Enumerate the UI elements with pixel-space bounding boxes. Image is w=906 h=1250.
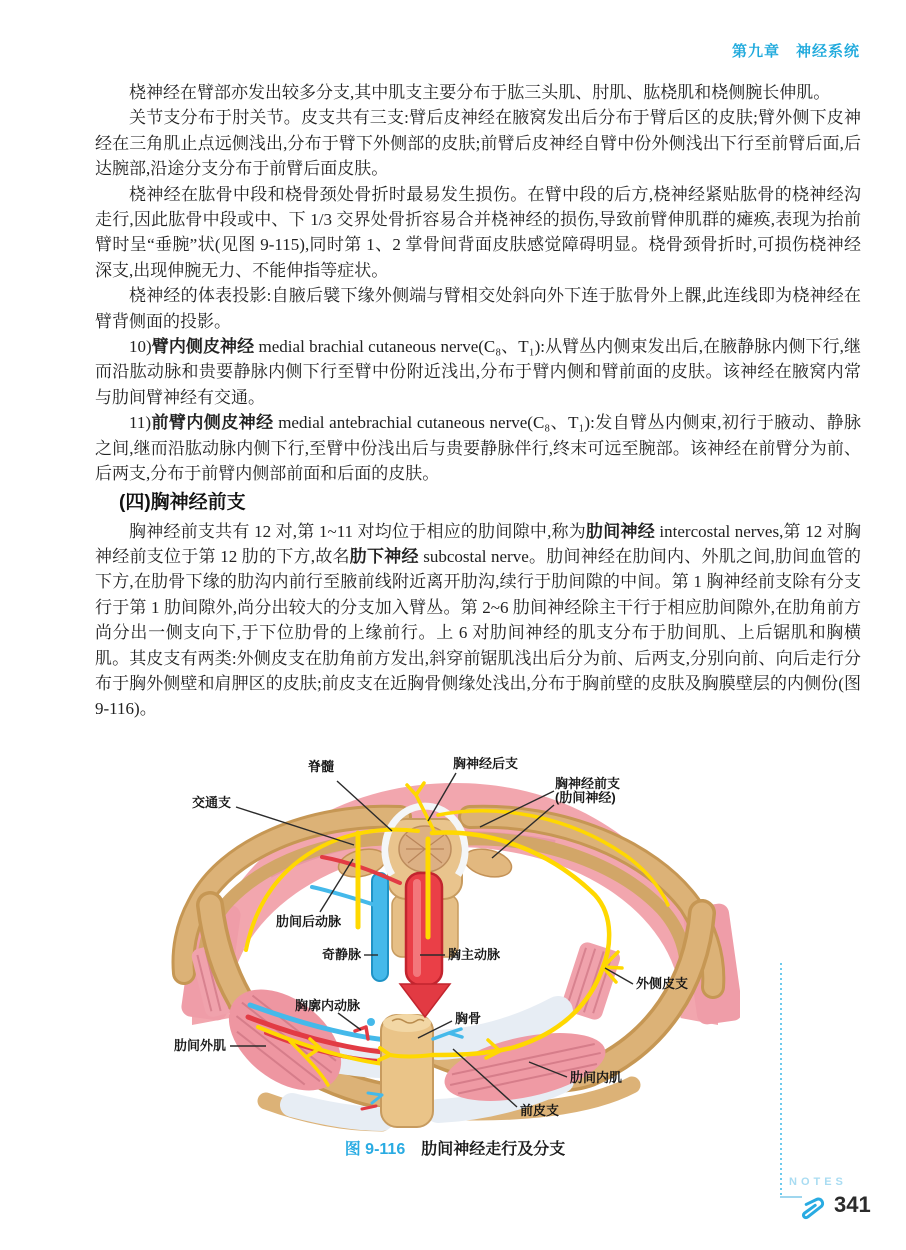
chapter-header: 第九章 神经系统 xyxy=(731,43,860,60)
figure-label-posterior-intercostal-artery: 肋间后动脉 xyxy=(276,914,342,929)
figure-label-azygos-vein: 奇静脉 xyxy=(322,947,362,962)
figure-9-116 xyxy=(170,755,740,1135)
figure-caption-number: 图 9-116 xyxy=(344,1141,406,1158)
figure-caption xyxy=(170,1136,740,1159)
paragraph: 胸神经前支共有 12 对,第 1~11 对均位于相应的肋间隙中,称为肋间神经 intercostal nerves,第 12 对胸神经前支位于第 12 肋的下方,故名肋下神经 subcostal nerve。肋间神经在肋间内、外肌之间,肋间血管的下方,在肋骨下缘的肋沟内前行至腋前线附近离开肋沟,续行于肋间隙的中间。第 1 胸神经前支除有分支行于第 1 肋间隙外,尚分出较大的分支加入臂丛。第 2~6 肋间神经除主干行于相应肋间隙外,在肋角前方尚分出一侧支向下,于下位肋骨的上缘前行。上 6 对肋间神经的肌支分布于肋间肌、上后锯肌和胸横肌。其皮支有两类:外侧皮支在肋角前方发出,斜穿前锯肌浅出后分为前、后两支,分别向前、向后走行分布于胸外侧壁和肩胛区的皮肤;前皮支在近胸骨侧缘处浅出,分布于胸前壁的皮肤及胸膜壁层的内侧份(图 9-116)。 xyxy=(95,521,862,719)
paragraph: 11)前臂内侧皮神经 medial antebrachial cutaneous nerve(C₈、T₁):发自臂丛内侧束,初行于腋动、静脉之间,继而沿肱动脉内侧下行,至臂中份浅出后与贵要静脉伴行,终末可远至腕部。该神经在前臂分为前、后两支,分布于前臂内侧部前面和后面的皮肤。 xyxy=(95,413,861,484)
notes-label: NOTES xyxy=(789,1176,847,1188)
figure-label-spinal-cord: 脊髓 xyxy=(308,759,335,774)
figure-label-anterior-cutaneous-branch: 前皮支 xyxy=(520,1103,560,1118)
figure-label-internal-thoracic-artery: 胸廓内动脉 xyxy=(295,998,361,1013)
figure-label-anterior-branch: 胸神经前支 (肋间神经) xyxy=(555,776,621,805)
paragraph: 关节支分布于肘关节。皮支共有三支:臂后皮神经在腋窝发出后分布于臂后区的皮肤;臂外侧下皮神经在三角肌止点远侧浅出,分布于臂下外侧部的皮肤;前臂后皮神经自臂中份外侧浅出下行至前臂后面,后达腕部,沿途分支分布于前臂后面皮肤。 xyxy=(95,108,861,179)
figure-label-thoracic-aorta: 胸主动脉 xyxy=(448,947,501,962)
figure-label-communicating-branch: 交通支 xyxy=(192,795,232,810)
figure-label-external-intercostal-muscle: 肋间外肌 xyxy=(174,1038,227,1053)
paragraph: 桡神经的体表投影:自腋后襞下缘外侧端与臂相交处斜向外下连于肱骨外上髁,此连线即为桡神经在臂背侧面的投影。 xyxy=(95,286,861,331)
figure-label-sternum: 胸骨 xyxy=(455,1011,482,1026)
figure-caption-title: 肋间神经走行及分支 xyxy=(421,1141,566,1158)
figure-label-internal-intercostal-muscle: 肋间内肌 xyxy=(570,1070,623,1085)
thorax-cross-section-illustration xyxy=(170,755,740,1135)
paragraph: 桡神经在臂部亦发出较多分支,其中肌支主要分布于肱三头肌、肘肌、肱桡肌和桡侧腕长伸肌。 xyxy=(129,83,831,102)
paragraph: 10)臂内侧皮神经 medial brachial cutaneous nerve(C₈、T₁):从臂丛内侧束发出后,在腋静脉内侧下行,继而沿肱动脉和贵要静脉内侧下行至臂中份附近浅出,分布于臂内侧和臂前面的皮肤。该神经在腋窝内常与肋间臂神经有交通。 xyxy=(95,337,862,407)
page-number: 341 xyxy=(834,1192,871,1217)
paperclip-icon xyxy=(799,1196,827,1226)
figure-label-posterior-branch: 胸神经后支 xyxy=(453,756,519,771)
figure-label-lateral-cutaneous-branch: 外侧皮支 xyxy=(636,976,689,991)
text-flow xyxy=(95,80,861,722)
section-heading: (四)胸神经前支 xyxy=(119,491,246,513)
paragraph: 桡神经在肱骨中段和桡骨颈处骨折时最易发生损伤。在臂中段的后方,桡神经紧贴肱骨的桡神经沟走行,因此肱骨中段或中、下 1/3 交界处骨折容易合并桡神经的损伤,导致前臂伸肌群的瘫痪,表现为抬前臂时呈“垂腕”状(见图 9-115),同时第 1、2 掌骨间背面皮肤感觉障碍明显。桡骨颈骨折时,可损伤桡神经深支,出现伸腕无力、不能伸指等症状。 xyxy=(95,184,861,280)
notes-dotted-line xyxy=(780,963,782,1197)
